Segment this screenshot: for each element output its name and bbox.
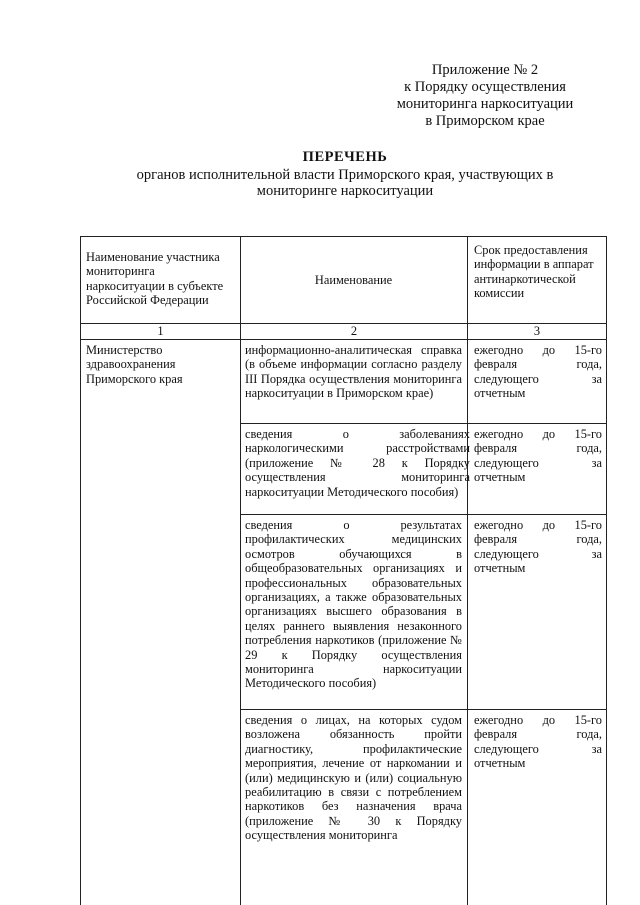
table-row-deadline: ежегодно до 15-го февраля года, следующего за отчетным bbox=[474, 713, 602, 771]
table-border bbox=[606, 236, 607, 905]
header-name: Наименование bbox=[314, 273, 393, 287]
appendix-line: к Порядку осуществления bbox=[404, 79, 566, 95]
table-row-name: сведения о заболеваниях наркологическими расстройствами (приложение № 28 к Порядку осуществления мониторинга наркоситуации Методического пособия) bbox=[245, 427, 470, 499]
table-row-deadline: ежегодно до 15-го февраля года, следующего за отчетным bbox=[474, 518, 602, 576]
column-number: 1 bbox=[157, 324, 164, 338]
table-border bbox=[240, 709, 607, 710]
document-title: ПЕРЕЧЕНЬ bbox=[302, 149, 388, 165]
appendix-line: Приложение № 2 bbox=[431, 62, 539, 78]
table-border bbox=[80, 339, 607, 340]
table-row-name: информационно-аналитическая справка (в объеме информации согласно разделу III Порядка осуществления мониторинга наркоситуации в Приморском крае) bbox=[245, 343, 462, 401]
header-participant: Наименование участника мониторинга наркоситуации в субъекте Российской Федерации bbox=[86, 250, 224, 308]
table-border bbox=[80, 236, 607, 237]
table-row-deadline: ежегодно до 15-го февраля года, следующего за отчетным bbox=[474, 427, 602, 485]
subtitle-line: органов исполнительной власти Приморского края, участвующих в bbox=[136, 167, 554, 183]
document-subtitle bbox=[60, 167, 630, 199]
table-row-name: сведения о результатах профилактических медицинских осмотров обучающихся в общеобразовательных организациях и профессиональных образовательных организациях, а также образовательных организациях высшего образования в целях раннего выявления незаконного потребления наркотиков (приложение № 29 к Порядку осуществления мониторинга наркоситуации Методического пособия) bbox=[245, 518, 462, 691]
subtitle-line: мониторинге наркоситуации bbox=[256, 183, 434, 199]
table-row-name: сведения о лицах, на которых судом возложена обязанность пройти диагностику, профилактические мероприятия, лечение от наркомании и (или) медицинскую и (или) социальную реабилитацию в связи с потреблением наркотиков без назначения врача (приложение № 30 к Порядку осуществления мониторинга bbox=[245, 713, 462, 843]
header-deadline: Срок предоставления информации в аппарат антинаркотической комиссии bbox=[474, 243, 594, 301]
column-number: 2 bbox=[350, 324, 358, 338]
appendix-line: мониторинга наркоситуации bbox=[396, 96, 574, 112]
participant-name: Министерство здравоохранения Приморского края bbox=[86, 343, 183, 386]
appendix-header bbox=[370, 62, 600, 130]
column-number: 3 bbox=[533, 324, 541, 338]
appendix-line: в Приморском крае bbox=[425, 113, 545, 129]
table-row-deadline: ежегодно до 15-го февраля года, следующего за отчетным bbox=[474, 343, 602, 401]
table-border bbox=[240, 514, 607, 515]
table-border bbox=[240, 423, 607, 424]
